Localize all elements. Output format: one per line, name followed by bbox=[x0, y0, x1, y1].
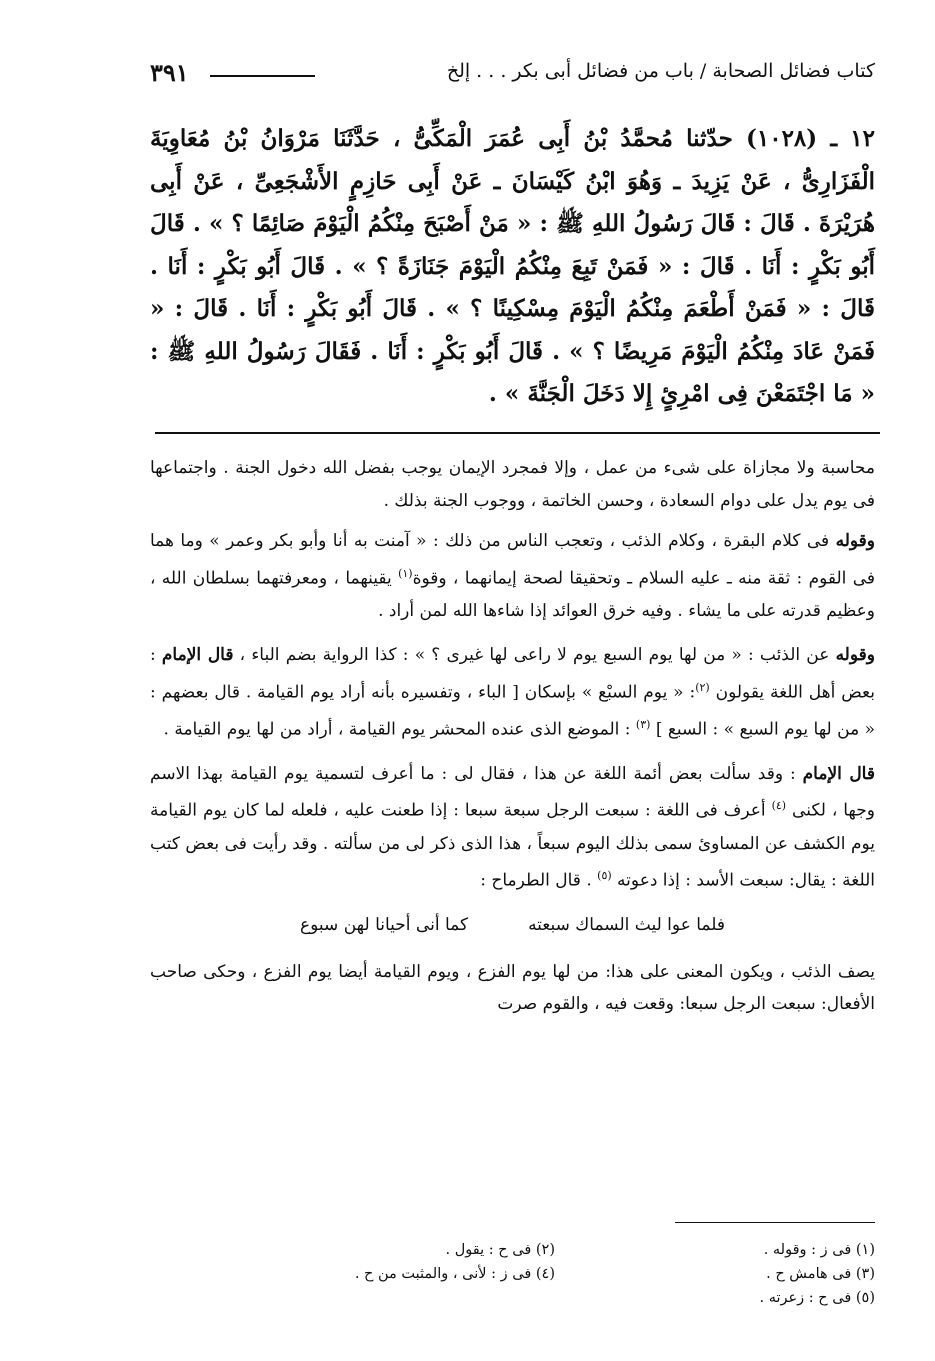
paragraph-text: عن الذئب : « من لها يوم السبع يوم لا راعى لها غيرى ؟ » : كذا الرواية بضم الباء ، bbox=[233, 645, 836, 666]
footnote-row bbox=[150, 1286, 875, 1310]
poem-verse bbox=[150, 909, 875, 942]
footnote-ref-1: (١) bbox=[398, 566, 413, 580]
paragraph-text: يقينهما ، ومعرفتهما بسلطان الله ، وعظيم قدرته على ما يشاء . وفيه خرق العوائد إذا شاءها الله لمن أراد . bbox=[150, 568, 875, 621]
footnote-5: (٥) فى ح : زعرته . bbox=[759, 1290, 875, 1306]
commentary-paragraph-4 bbox=[150, 758, 875, 897]
footnote-ref-3: (٣) bbox=[635, 717, 651, 731]
commentary-block bbox=[150, 452, 875, 1033]
footnote-row bbox=[150, 1262, 875, 1286]
paragraph-text: : وقد سألت بعض أئمة اللغة عن هذا ، فقال لى : ما أعرف لتسمية يوم القيامة بهذا الاسم وجها ، لكنى bbox=[150, 763, 875, 822]
imam-label: قال الإمام bbox=[802, 763, 875, 784]
hadith-text-block bbox=[150, 118, 875, 416]
footnote-2: (٢) فى ح : يقول . bbox=[445, 1242, 555, 1258]
footnote-ref-4: (٤) bbox=[771, 799, 787, 813]
paragraph-lead-word: وقوله bbox=[835, 531, 875, 551]
section-separator bbox=[155, 432, 880, 434]
paragraph-text: فى كلام البقرة ، وكلام الذئب ، وتعجب الناس من ذلك : « آمنت به أنا وأبو بكر وعمر » وما هما فى القوم : ثقة منه ـ عليه السلام ـ وتحقيقا لصحة إيمانهما ، وقوة bbox=[150, 531, 876, 589]
hadith-text: ١٢ ـ (١٠٢٨) حدّثنا مُحمَّدُ بْنُ أَبِى عُمَرَ الْمَكِّىُّ ، حَدَّثَنَا مَرْوَانُ بْنُ مُعَاوِيَةَ الْفَزَارِىُّ ، عَنْ يَزِيدَ ـ وَهُوَ ابْنُ كَيْسَانَ ـ عَنْ أَبِى حَازِمٍ الأَشْجَعِىِّ ، عَنْ أَبِى هُرَيْرَةَ . قَالَ : قَالَ رَسُولُ اللهِ ﷺ : « مَنْ أَصْبَحَ مِنْكُمُ الْيَوْمَ صَائِمًا ؟ » . قَالَ أَبُو بَكْرٍ : أَنَا . قَالَ : « فَمَنْ تَبِعَ مِنْكُمُ الْيَوْمَ جَنَازَةً ؟ » . قَالَ أَبُو بَكْرٍ : أَنَا . قَالَ : « فَمَنْ أَطْعَمَ مِنْكُمُ الْيَوْمَ مِسْكِينًا ؟ » . قَالَ أَبُو بَكْرٍ : أَنَا . قَالَ : « فَمَنْ عَادَ مِنْكُمُ الْيَوْمَ مَرِيضًا ؟ » . قَالَ أَبُو بَكْرٍ : أَنَا . فَقَالَ رَسُولُ اللهِ ﷺ : « مَا اجْتَمَعْنَ فِى امْرِئٍ إِلا دَخَلَ الْجَنَّةَ » . bbox=[150, 125, 875, 407]
commentary-paragraph-2 bbox=[150, 525, 875, 627]
footnote-row bbox=[150, 1238, 875, 1262]
commentary-paragraph-3 bbox=[150, 639, 875, 746]
commentary-paragraph-1: محاسبة ولا مجازاة على شىء من عمل ، وإلا فمجرد الإيمان يوجب بفضل الله دخول الجنة . واجتماعها فى يوم يدل على دوام السعادة ، وحسن الخاتمة ، ووجوب الجنة بذلك . bbox=[150, 458, 875, 511]
commentary-paragraph-5: يصف الذئب ، ويكون المعنى على هذا: من لها يوم الفزع ، ويوم القيامة أيضا يوم الفزع ، وحكى صاحب الأفعال: سبعت الرجل سبعا: وقعت فيه ، والقوم صرت bbox=[150, 961, 875, 1015]
paragraph-text: أعرف فى اللغة : سبعت الرجل سبعة سبعا : إذا طعنت عليه ، فلعله لما كان يوم القيامة يوم الكشف عن المساوئ سمى بذلك اليوم سبعاً ، هذا الذى ذكر لى من سألته . وقد رأيت فى بعض كتب اللغة : يقال: سبعت الأسد : إذا دعوته bbox=[150, 801, 875, 891]
paragraph-text: : بعض أهل اللغة يقولون bbox=[150, 645, 875, 703]
imam-label: قال الإمام bbox=[161, 645, 234, 666]
footnote-ref-5: (٥) bbox=[597, 869, 612, 883]
header-rule bbox=[210, 75, 315, 77]
footnote-1: (١) فى ز : وقوله . bbox=[763, 1242, 875, 1258]
paragraph-text: : الموضع الذى عنده المحشر يوم القيامة ، أراد من لها يوم القيامة . bbox=[163, 719, 636, 740]
running-title: كتاب فضائل الصحابة / باب من فضائل أبى بكر . . . إلخ bbox=[446, 60, 875, 82]
page-number: ٣٩١ bbox=[150, 58, 189, 87]
poem-hemistich-2: كما أنى أحيانا لهن سبوع bbox=[300, 915, 469, 936]
paragraph-lead-word: وقوله bbox=[835, 645, 875, 666]
poem-hemistich-1: فلما عوا ليث السماك سبعته bbox=[528, 915, 725, 936]
footnote-rule bbox=[675, 1222, 875, 1223]
paragraph-text: . قال الطرماح : bbox=[480, 870, 598, 891]
footnote-ref-2: (٢) bbox=[695, 680, 710, 694]
running-header bbox=[150, 60, 875, 94]
paragraph-text: : « يوم السبْع » بإسكان [ الباء ، وتفسيره بأنه أراد يوم القيامة . قال بعضهم : « من لها يوم السبع » : السبع ] bbox=[150, 682, 875, 740]
footnote-4: (٤) فى ز : لأنى ، والمثبت من ح . bbox=[354, 1266, 555, 1282]
footnotes-block bbox=[150, 1238, 875, 1310]
footnote-3: (٣) فى هامش ح . bbox=[766, 1266, 875, 1282]
